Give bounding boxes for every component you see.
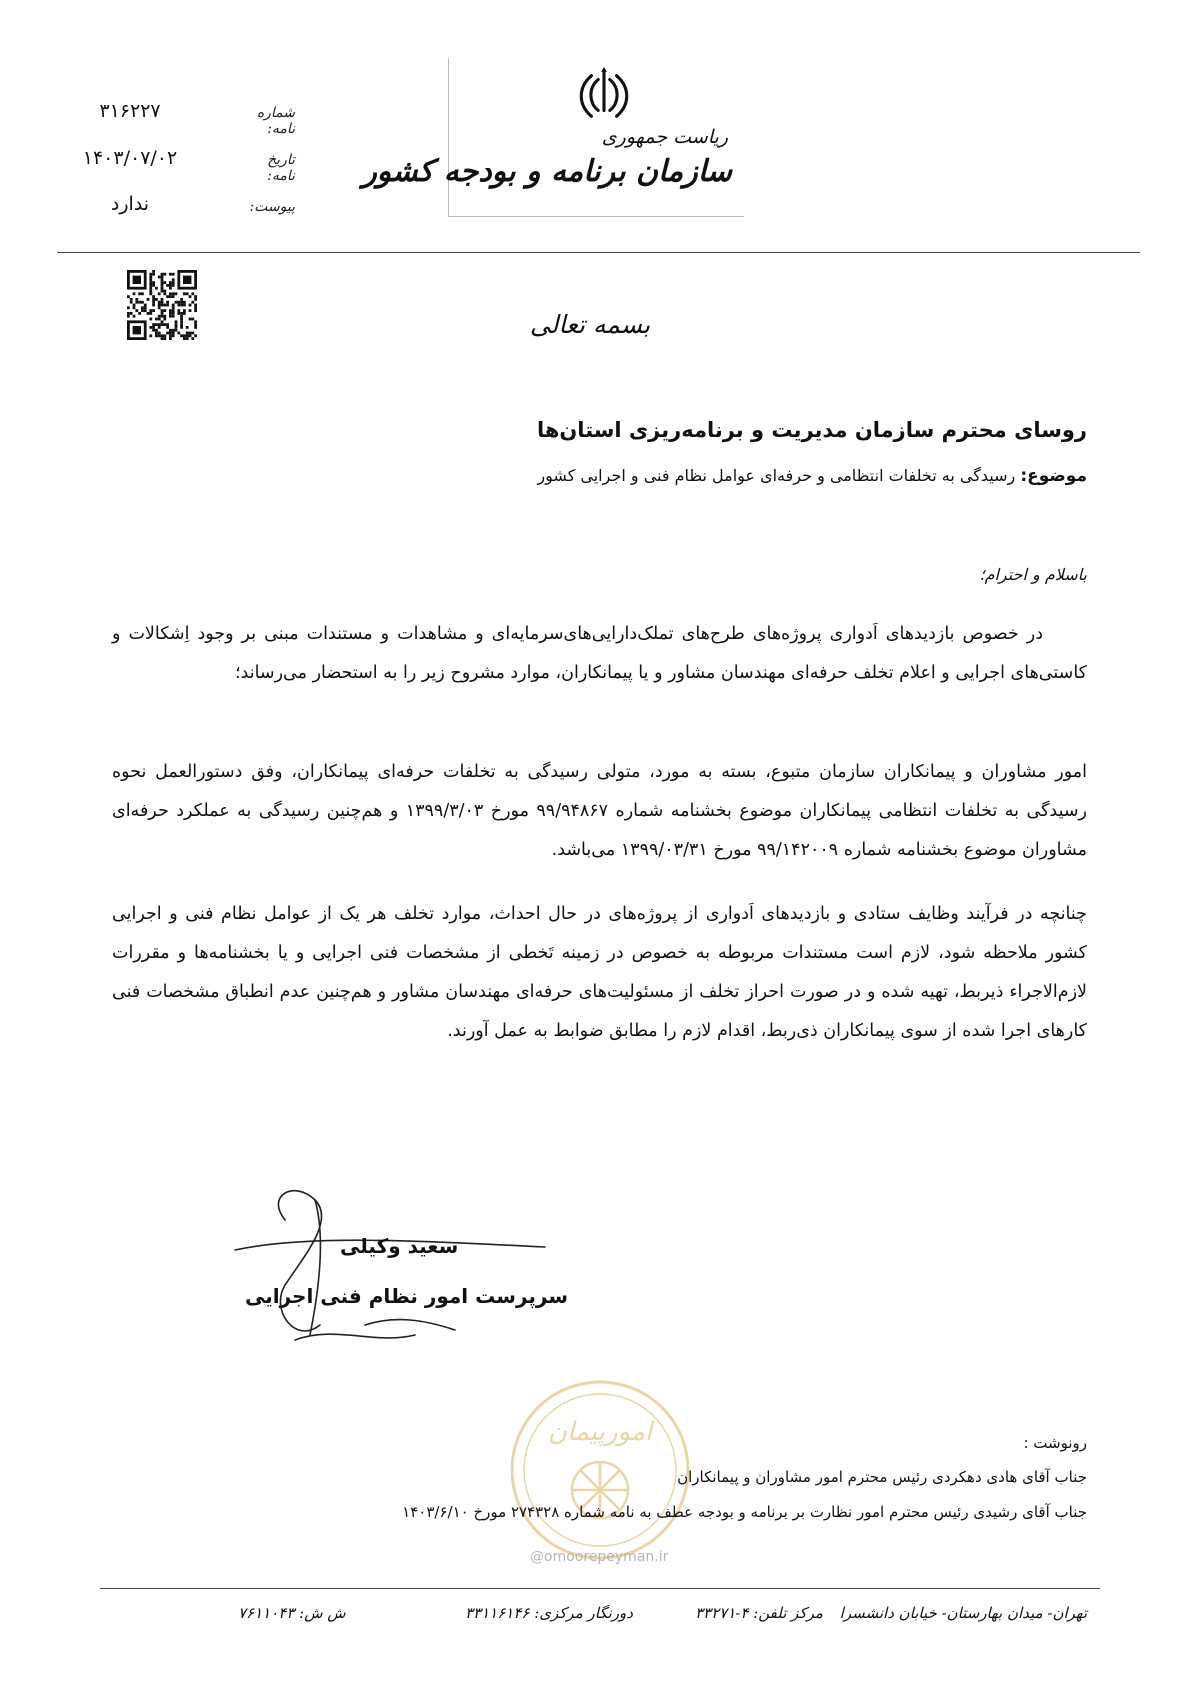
cc-recipient-1: جناب آقای هادی دهکردی رئیس محترم امور مشاوران و پیمانکاران (677, 1468, 1087, 1486)
letter-date-label: تاریخ نامه: (267, 152, 295, 184)
body-paragraph-1: در خصوص بازدیدهای اَدواری پروژه‌های طرح‌های تملک‌دارایی‌های‌سرمایه‌ای و مشاهدات و مستندات مبنی بر وجود اِشکالات و کاستی‌های اجرایی و اعلام تخلف حرفه‌ای مهندسان مشاور و یا پیمانکاران، موارد مشروح زیر را به استحضار می‌رساند؛ (112, 624, 1087, 683)
qr-code-icon (127, 270, 197, 340)
cc-label: رونوشت : (1023, 1434, 1087, 1452)
header-divider (57, 252, 1140, 253)
handwritten-signature (225, 1175, 565, 1355)
organization-name: سازمان برنامه و بودجه کشور (362, 154, 732, 189)
letter-number-label: شماره نامه: (256, 105, 295, 137)
attachment-value: ندارد (110, 193, 150, 215)
letter-number: ۳۱۶۲۲۷ (99, 100, 161, 122)
footer-postal-code: ش ش: ۷۶۱۱۰۴۳ (238, 1604, 346, 1622)
body-paragraph-2: امور مشاوران و پیمانکاران سازمان متبوع، بسته به مورد، متولی رسیدگی به تخلفات حرفه‌ای پیمانکاران، وفق دستورالعمل نحوه رسیدگی به تخلفات انتظامی پیمانکاران موضوع بخشنامه شماره ۹۹/۹۴۸۶۷ مورخ ۱۳۹۹/۳/۰۳ و هم‌چنین رسیدگی به عملکرد حرفه‌ای مشاوران موضوع بخشنامه شماره ۹۹/۱۴۲۰۰۹ مورخ ۱۳۹۹/۰۳/۳۱ می‌باشد. (112, 762, 1087, 860)
iran-emblem-icon (575, 66, 633, 124)
footer-address: تهران- میدان بهارستان- خیابان دانشسرا (839, 1604, 1087, 1622)
subject-label: موضوع: (1020, 466, 1087, 486)
subject-text: رسیدگی به تخلفات انتظامی و حرفه‌ای عوامل نظام فنی و اجرایی کشور (537, 466, 1016, 485)
organization-stamp (505, 1375, 695, 1565)
footer-fax: دورنگار مرکزی: ۳۳۱۱۶۱۴۶ (465, 1604, 633, 1622)
greeting: باسلام و احترام؛ (979, 565, 1087, 584)
addressee: روسای محترم سازمان مدیریت و برنامه‌ریزی استان‌ها (536, 418, 1087, 442)
letterhead (362, 58, 744, 217)
signatory-name: سعید وکیلی (340, 1234, 459, 1258)
footer-phone: مرکز تلفن: ۴-۳۳۲۷۱ (695, 1604, 823, 1622)
letter-date: ۱۴۰۳/۰۷/۰۲ (82, 147, 178, 169)
attachment-label: پیوست: (249, 199, 295, 215)
presidency-text: ریاست جمهوری (601, 126, 728, 148)
cc-recipient-2: جناب آقای رشیدی رئیس محترم امور نظارت بر برنامه و بودجه عطف به نامه شماره ۲۷۴۳۲۸ مورخ ۱۴۰۳/۶/۱۰ (402, 1503, 1087, 1521)
footer-divider (100, 1588, 1100, 1589)
besmeh: بسمه تعالی (529, 310, 651, 339)
signatory-title: سرپرست امور نظام فنی اجرایی (245, 1284, 569, 1308)
body-paragraph-3: چنانچه در فرآیند وظایف ستادی و بازدیدهای اَدواری از پروژه‌های در حال احداث، موارد تخلف هر یک از عوامل نظام فنی و اجرایی کشور ملاحظه شود، لازم است مستندات مربوطه به خصوص در زمینه تَخطی از مشخصات فنی اجرایی و یا بخشنامه‌ها و مقررات لازم‌الاجراء ذیربط، تهیه شده و در صورت احراز تخلف از مسئولیت‌های حرفه‌ای مهندسان مشاور و هم‌چنین عدم انطباق مشخصات فنی کارهای اجرا شده از سوی پیمانکاران ذی‌ربط، اقدام لازم را مطابق ضوابط به عمل آورند. (112, 904, 1087, 1041)
stamp-text: امورپیمان (547, 1417, 653, 1447)
watermark-url: @omoorepeyman.ir (530, 1549, 669, 1565)
subject-line (537, 466, 1087, 486)
